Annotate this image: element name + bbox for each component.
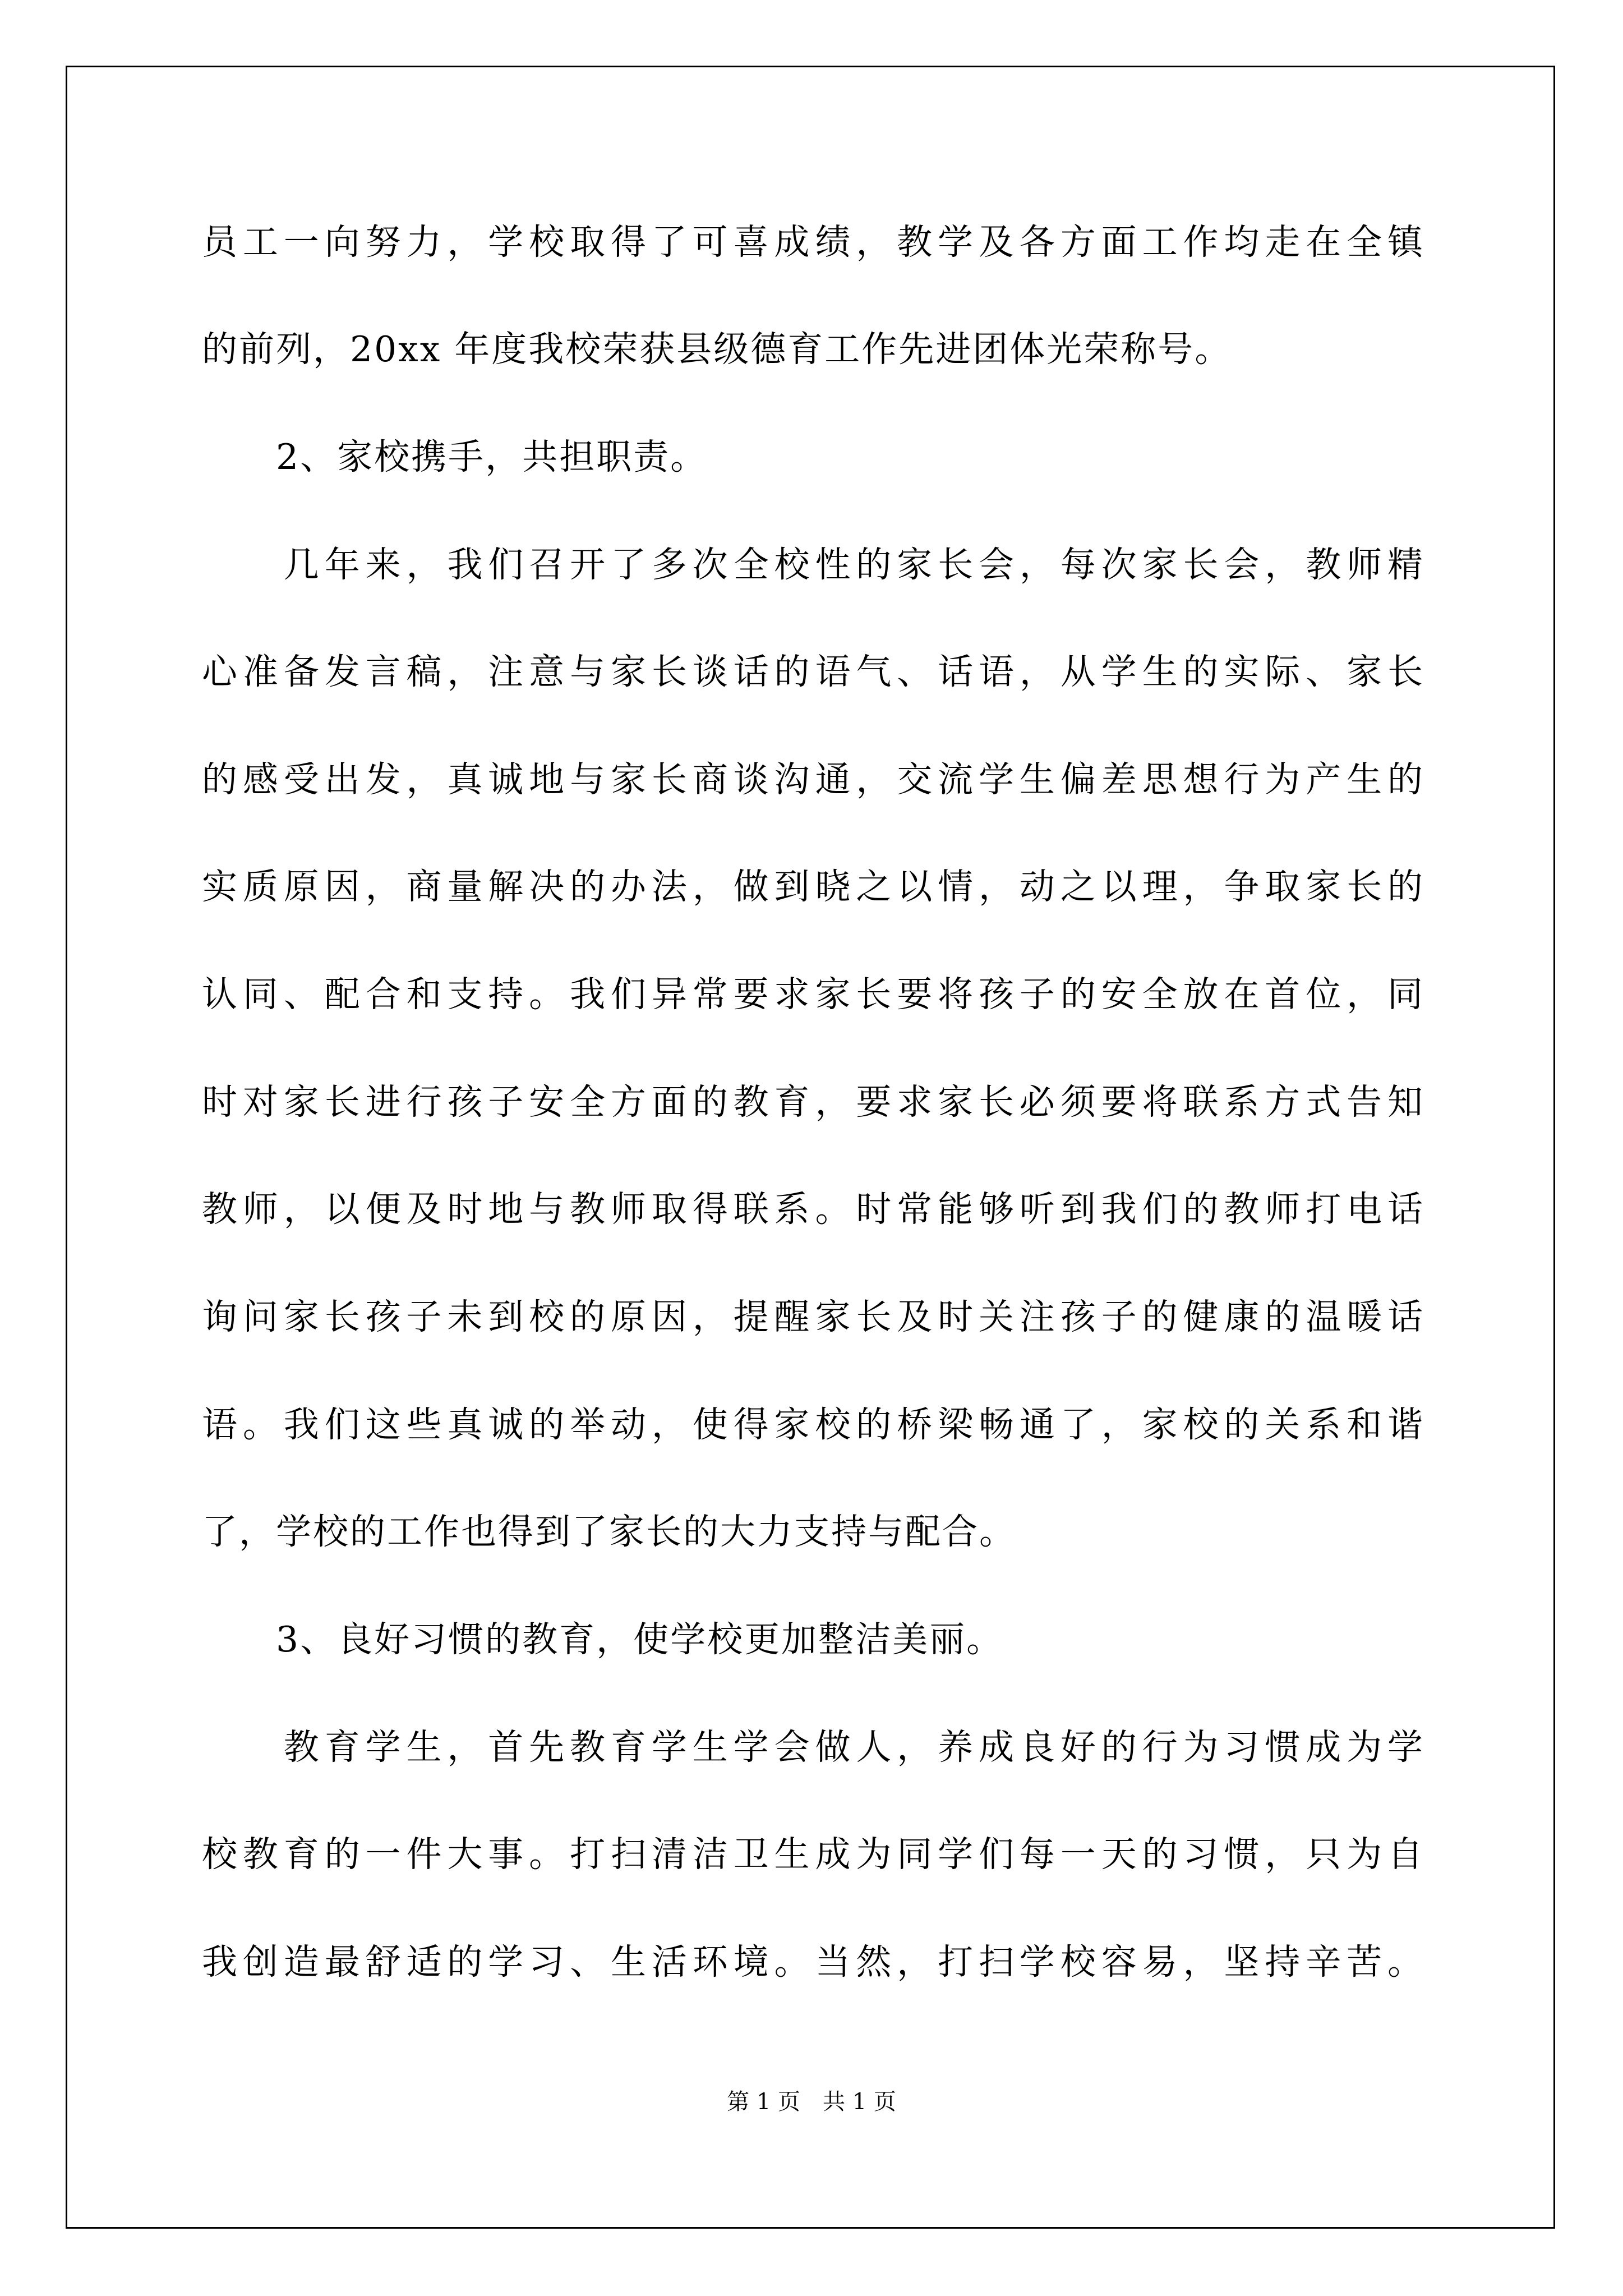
body-line: 的感受出发，真诚地与家长商谈沟通，交流学生偏差思想行为产生的 <box>202 759 1424 800</box>
body-line: 教师，以便及时地与教师取得联系。时常能够听到我们的教师打电话 <box>202 1189 1424 1230</box>
body-line: 心准备发言稿，注意与家长谈话的语气、话语，从学生的实际、家长 <box>202 651 1424 692</box>
body-line: 几年来，我们召开了多次全校性的家长会，每次家长会，教师精 <box>202 544 1424 585</box>
body-line: 时对家长进行孩子安全方面的教育，要求家长必须要将联系方式告知 <box>202 1082 1424 1122</box>
body-line: 实质原因，商量解决的办法，做到晓之以情，动之以理，争取家长的 <box>202 866 1424 907</box>
body-line: 语。我们这些真诚的举动，使得家校的桥梁畅通了，家校的关系和谐 <box>202 1404 1424 1445</box>
page-border <box>66 66 1555 2229</box>
page-total: 共 1 页 <box>823 2089 896 2115</box>
body-line: 认同、配合和支持。我们异常要求家长要将孩子的安全放在首位，同 <box>202 974 1424 1015</box>
body-line: 我创造最舒适的学习、生活环境。当然，打扫学校容易，坚持辛苦。 <box>202 1941 1424 1982</box>
body-line: 的前列，20xx 年度我校荣获县级德育工作先进团体光荣称号。 <box>202 329 1232 370</box>
body-line: 教育学生，首先教育学生学会做人，养成良好的行为习惯成为学 <box>202 1727 1424 1768</box>
body-line: 员工一向努力，学校取得了可喜成绩，教学及各方面工作均走在全镇 <box>202 222 1424 263</box>
section-heading: 2、家校携手，共担职责。 <box>202 436 708 477</box>
body-line: 了，学校的工作也得到了家长的大力支持与配合。 <box>202 1511 1016 1552</box>
page-number: 第 1 页 <box>727 2089 800 2115</box>
body-line: 校教育的一件大事。打扫清洁卫生成为同学们每一天的习惯，只为自 <box>202 1834 1424 1875</box>
section-heading: 3、良好习惯的教育，使学校更加整洁美丽。 <box>202 1619 1004 1660</box>
body-line: 询问家长孩子未到校的原因，提醒家长及时关注孩子的健康的温暖话 <box>202 1296 1424 1337</box>
page-footer <box>0 2088 1623 2116</box>
